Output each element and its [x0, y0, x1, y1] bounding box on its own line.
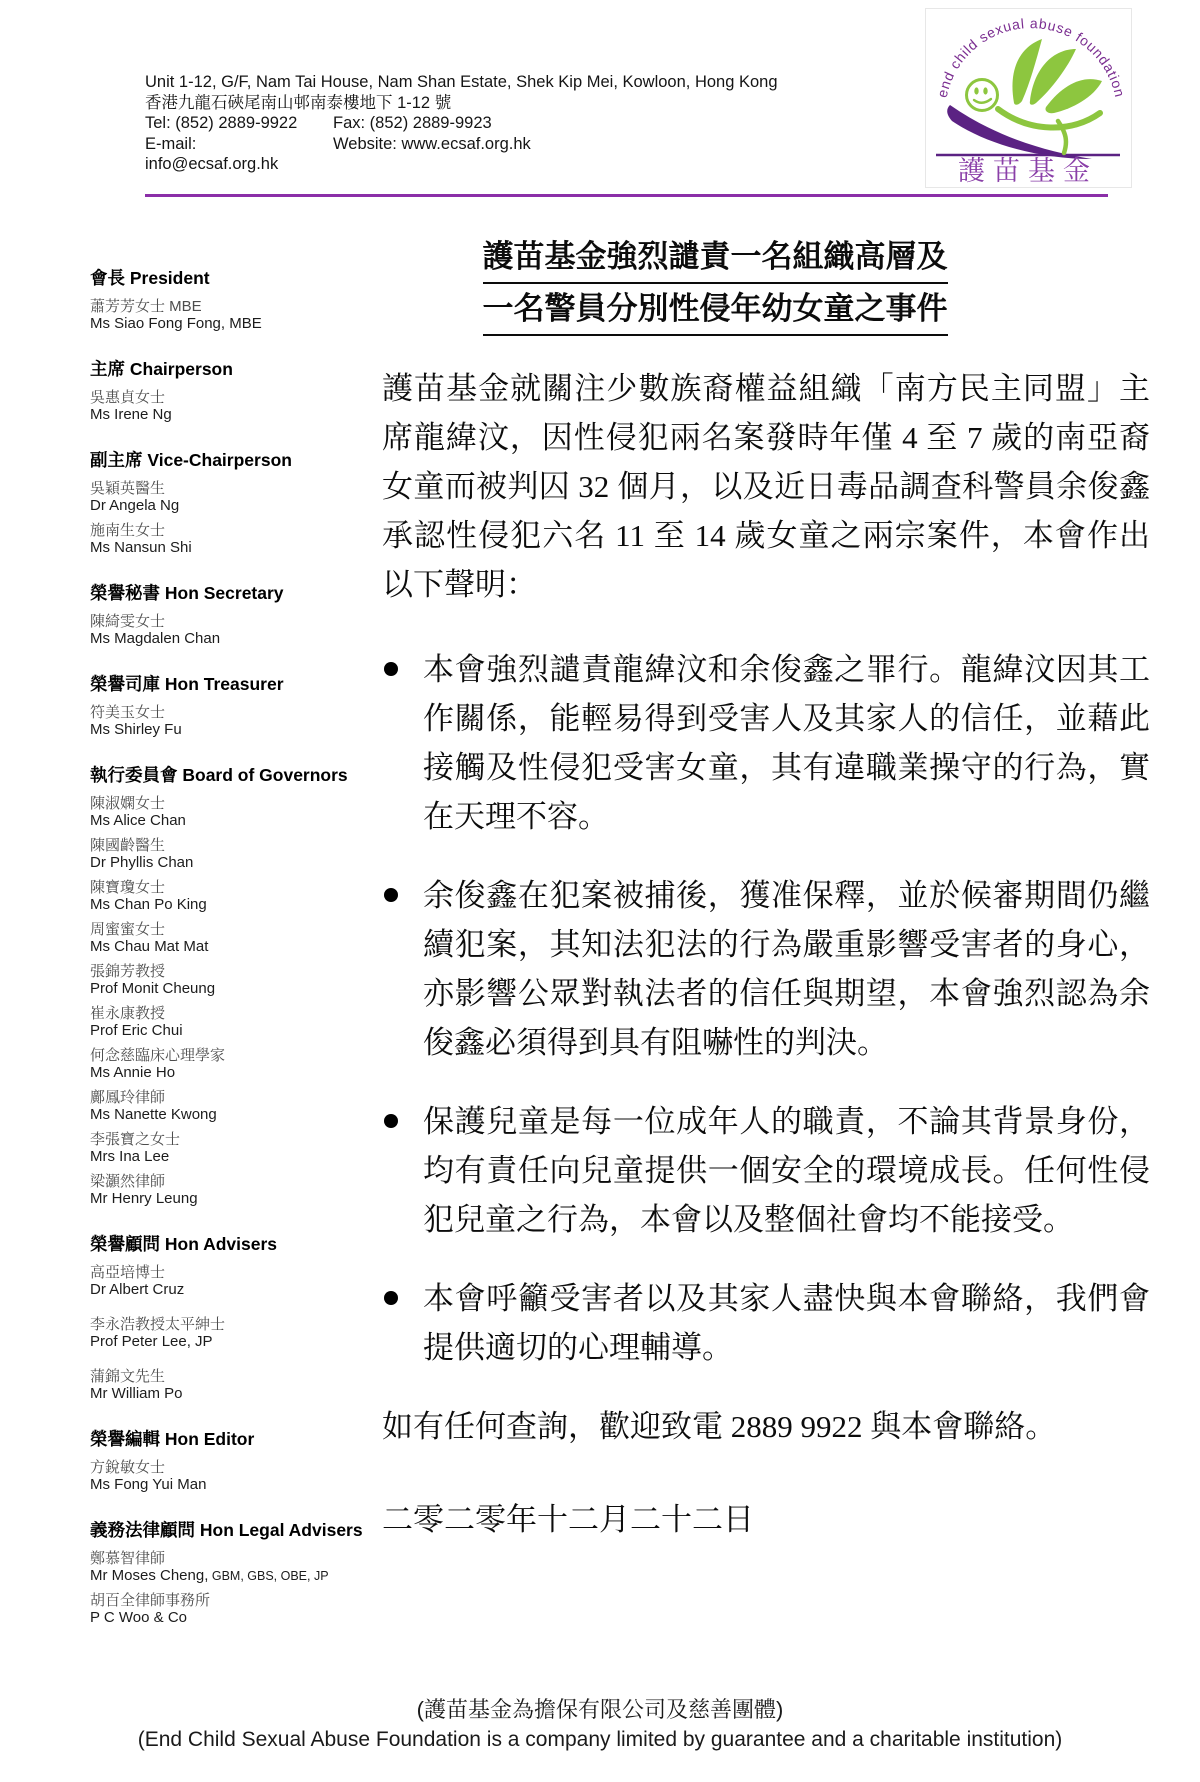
- sidebar-section: [90, 450, 390, 557]
- bullet-icon: [384, 1291, 398, 1305]
- sidebar-member: [90, 389, 390, 424]
- sidebar-member: [90, 1005, 390, 1040]
- member-name-en: P C Woo & Co: [90, 1609, 187, 1626]
- statement-text: 本會呼籲受害者以及其家人盡快與本會聯絡，我們會提供適切的心理輔導。: [423, 1281, 1150, 1365]
- sidebar-member: [90, 1592, 390, 1627]
- sidebar-member-list: [90, 795, 390, 1208]
- sidebar-member-list: [90, 1264, 390, 1403]
- sidebar-member: [90, 1047, 390, 1082]
- sidebar-section: [90, 1429, 390, 1494]
- foundation-logo: [925, 8, 1132, 188]
- sidebar-member: [90, 963, 390, 998]
- statement-list: [382, 645, 1150, 1372]
- sidebar-section: [90, 1520, 390, 1627]
- sidebar-member: [90, 480, 390, 515]
- sidebar-member: [90, 1089, 390, 1124]
- sidebar-section-heading: 榮譽秘書 Hon Secretary: [90, 583, 284, 603]
- member-name-zh: 張錦芳教授: [90, 963, 166, 980]
- sidebar-section-heading: 義務法律顧問 Hon Legal Advisers: [90, 1520, 363, 1540]
- footer-line-en: (End Child Sexual Abuse Foundation is a company limited by guarantee and a charitable institution): [137, 1728, 1063, 1751]
- member-name-en: Dr Phyllis Chan: [90, 854, 194, 871]
- sidebar-member-list: [90, 1459, 390, 1494]
- statement-item: [382, 645, 1150, 841]
- member-name-zh: 胡百全律師事務所: [90, 1592, 211, 1609]
- header-address: [145, 72, 778, 175]
- sidebar-member: [90, 704, 390, 739]
- member-name-zh: 周蜜蜜女士: [90, 921, 166, 938]
- date-line: 二零二零年十二月二十二日: [382, 1502, 754, 1537]
- member-name-en: Dr Angela Ng: [90, 497, 180, 514]
- member-name-en: Ms Chan Po King: [90, 896, 207, 913]
- page-title: [382, 232, 1048, 336]
- member-name-zh: 方銳敏女士: [90, 1459, 166, 1476]
- member-name-zh: 陳寶瓊女士: [90, 879, 166, 896]
- sidebar-member-list: [90, 613, 390, 648]
- member-name-en: Ms Annie Ho: [90, 1064, 176, 1081]
- statement-item: [382, 1097, 1150, 1244]
- member-name-en: Ms Magdalen Chan: [90, 630, 221, 647]
- member-name-zh: 鄺鳳玲律師: [90, 1089, 166, 1106]
- member-name-en: Ms Alice Chan: [90, 812, 186, 829]
- sidebar-member-list: [90, 298, 390, 333]
- title-line-2: 一名警員分別性侵年幼女童之事件: [483, 284, 948, 336]
- member-name-zh: 梁灝然律師: [90, 1173, 166, 1190]
- member-name-en: Mr Moses Cheng, GBM, GBS, OBE, JP: [90, 1567, 329, 1584]
- email-label: E-mail: info@ecsaf.org.hk: [145, 134, 279, 173]
- statement-text: 保護兒童是每一位成年人的職責，不論其背景身份，均有責任向兒童提供一個安全的環境成長。任何性侵犯兒童之行為，本會以及整個社會均不能接受。: [423, 1104, 1150, 1237]
- member-name-zh: 符美玉女士: [90, 704, 166, 721]
- sidebar-section: [90, 268, 390, 333]
- sidebar-section: [90, 1234, 390, 1403]
- header-divider: [145, 194, 1108, 197]
- sidebar-member-list: [90, 704, 390, 739]
- member-name-en: Mrs Ina Lee: [90, 1148, 170, 1165]
- sidebar: [90, 268, 390, 1653]
- member-name-en: Ms Fong Yui Man: [90, 1476, 207, 1493]
- sidebar-member: [90, 921, 390, 956]
- member-name-en: Ms Nansun Shi: [90, 539, 192, 556]
- footer: [0, 1695, 1200, 1755]
- sidebar-member: [90, 795, 390, 830]
- sidebar-member: [90, 1173, 390, 1208]
- address-line-zh: 香港九龍石硤尾南山邨南泰樓地下 1-12 號: [145, 93, 452, 112]
- sidebar-section: [90, 674, 390, 739]
- member-name-zh: 陳淑嫻女士: [90, 795, 166, 812]
- bullet-icon: [384, 1114, 398, 1128]
- member-name-zh: 陳綺雯女士: [90, 613, 166, 630]
- member-name-en: Prof Monit Cheung: [90, 980, 216, 997]
- statement-item: [382, 1274, 1150, 1372]
- sidebar-member: [90, 879, 390, 914]
- member-name-en: Dr Albert Cruz: [90, 1281, 185, 1298]
- member-name-zh: 蒲錦文先生: [90, 1368, 166, 1385]
- member-name-zh: 鄭慕智律師: [90, 1550, 166, 1567]
- member-name-en: Mr Henry Leung: [90, 1190, 198, 1207]
- member-name-en: Prof Eric Chui: [90, 1022, 183, 1039]
- sidebar-member: [90, 1550, 390, 1585]
- bullet-icon: [384, 662, 398, 676]
- intro-paragraph: 護苗基金就關注少數族裔權益組織「南方民主同盟」主席龍緯汶，因性侵犯兩名案發時年僅 4 至 7 歲的南亞裔女童而被判囚 32 個月，以及近日毒品調查科警員余俊鑫承認性侵犯六名 11 至 14 歲女童之兩宗案件，本會作出以下聲明：: [382, 371, 1150, 602]
- member-name-zh: 崔永康教授: [90, 1005, 166, 1022]
- fax-label: Fax: (852) 2889-9923: [333, 114, 492, 132]
- member-name-zh: 施南生女士: [90, 522, 166, 539]
- member-name-en: Ms Siao Fong Fong, MBE: [90, 315, 262, 332]
- sidebar-section-heading: 榮譽編輯 Hon Editor: [90, 1429, 255, 1449]
- member-name-en: Ms Shirley Fu: [90, 721, 182, 738]
- logo-arc-text: end child sexual abuse foundation: [933, 15, 1129, 100]
- sidebar-member: [90, 613, 390, 648]
- contact-line: 如有任何查詢，歡迎致電 2889 9922 與本會聯絡。: [382, 1409, 1057, 1444]
- member-name-zh: 吳穎英醫生: [90, 480, 166, 497]
- bullet-icon: [384, 888, 398, 902]
- sidebar-member: [90, 1264, 390, 1299]
- logo-name-zh: 護苗基金: [958, 156, 1098, 186]
- website-label: Website: www.ecsaf.org.hk: [333, 134, 531, 153]
- member-name-zh: 高亞培博士: [90, 1264, 166, 1281]
- sidebar-section-heading: 榮譽顧問 Hon Advisers: [90, 1234, 278, 1254]
- member-name-zh: 陳國齡醫生: [90, 837, 166, 854]
- statement-text: 本會強烈譴責龍緯汶和余俊鑫之罪行。龍緯汶因其工作關係，能輕易得到受害人及其家人的信任，並藉此接觸及性侵犯受害女童，其有違職業操守的行為，實在天理不容。: [423, 652, 1150, 834]
- sidebar-section: [90, 765, 390, 1208]
- member-name-en: Ms Irene Ng: [90, 406, 172, 423]
- sidebar-section-heading: 主席 Chairperson: [90, 359, 233, 379]
- sidebar-member: [90, 1131, 390, 1166]
- sidebar-member: [90, 837, 390, 872]
- sidebar-section-heading: 會長 President: [90, 268, 210, 288]
- sidebar-section-heading: 副主席 Vice-Chairperson: [90, 450, 292, 470]
- statement-text: 余俊鑫在犯案被捕後，獲准保釋，並於候審期間仍繼續犯案，其知法犯法的行為嚴重影響受害者的身心，亦影響公眾對執法者的信任與期望，本會強烈認為余俊鑫必須得到具有阻嚇性的判決。: [423, 878, 1150, 1060]
- sidebar-section-heading: 榮譽司庫 Hon Treasurer: [90, 674, 284, 694]
- footer-line-zh: (護苗基金為擔保有限公司及慈善團體): [416, 1697, 784, 1722]
- member-name-en: Prof Peter Lee, JP: [90, 1333, 213, 1350]
- sidebar-member: [90, 1368, 390, 1403]
- logo-swoosh-shape: [947, 105, 1092, 159]
- title-line-1: 護苗基金強烈譴責一名組織高層及: [483, 232, 948, 284]
- sidebar-member-list: [90, 389, 390, 424]
- sidebar-member-list: [90, 480, 390, 557]
- sidebar-member: [90, 1316, 390, 1351]
- member-name-en: Mr William Po: [90, 1385, 183, 1402]
- member-name-zh: 李永浩教授太平紳士: [90, 1316, 226, 1333]
- main-content: [382, 232, 1150, 1544]
- sidebar-section: [90, 359, 390, 424]
- member-name-en: Ms Nanette Kwong: [90, 1106, 217, 1123]
- sidebar-member: [90, 298, 390, 333]
- address-line-en: Unit 1-12, G/F, Nam Tai House, Nam Shan Estate, Shek Kip Mei, Kowloon, Hong Kong: [145, 73, 778, 91]
- sidebar-section-heading: 執行委員會 Board of Governors: [90, 765, 348, 785]
- statement-item: [382, 871, 1150, 1067]
- sidebar-section: [90, 583, 390, 648]
- tel-label: Tel: (852) 2889-9922: [145, 114, 298, 132]
- member-name-zh: 蕭芳芳女士 MBE: [90, 298, 202, 315]
- sidebar-member: [90, 1459, 390, 1494]
- member-name-zh: 何念慈臨床心理學家: [90, 1047, 226, 1064]
- sidebar-member: [90, 522, 390, 557]
- member-name-zh: 李張寶之女士: [90, 1131, 181, 1148]
- sidebar-member-list: [90, 1550, 390, 1627]
- member-name-en: Ms Chau Mat Mat: [90, 938, 209, 955]
- member-name-zh: 吳惠貞女士: [90, 389, 166, 406]
- foundation-logo-graphic: [926, 9, 1131, 187]
